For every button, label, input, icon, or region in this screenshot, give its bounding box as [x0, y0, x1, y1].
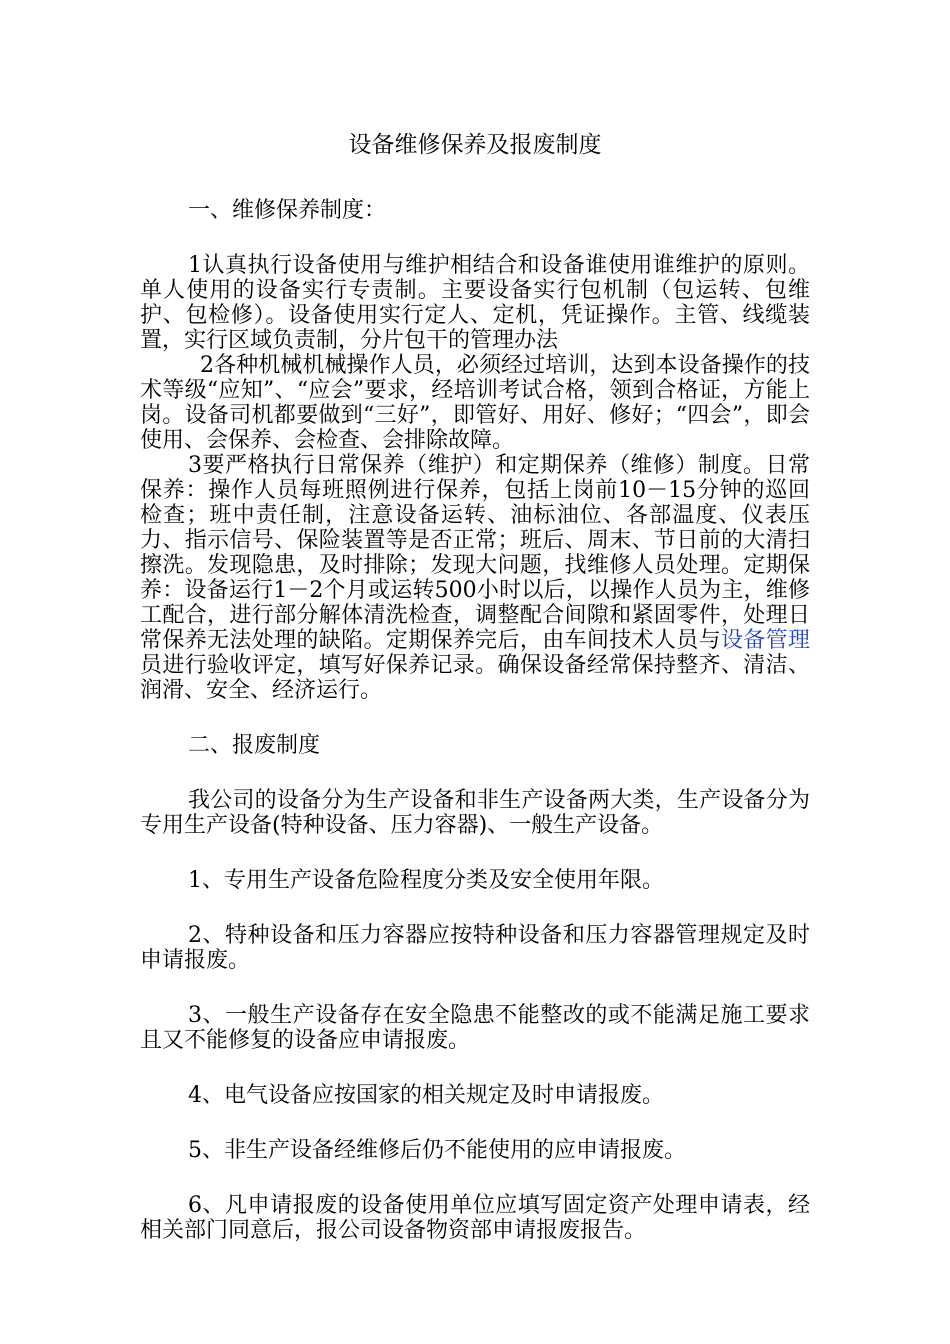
scrapping-item-5: 5、非生产设备经维修后仍不能使用的应申请报废。	[188, 1138, 686, 1163]
scrapping-item-4: 4、电气设备应按国家的相关规定及时申请报废。	[188, 1083, 664, 1108]
document-body	[140, 130, 810, 1273]
scrapping-intro: 我公司的设备分为生产设备和非生产设备两大类，生产设备分为专用生产设备(特种设备、压力容器)、一般生产设备。	[140, 788, 810, 838]
section-heading-scrapping: 二、报废制度	[188, 733, 321, 758]
equipment-management-link[interactable]: 设备管理	[720, 628, 810, 653]
maintenance-paragraph-1: 1认真执行设备使用与维护相结合和设备谁使用谁维护的原则。单人使用的设备实行专责制。主要设备实行包机制（包运转、包维护、包检修）。设备使用实行定人、定机，凭证操作。主管、线缆装置，实行区域负责制，分片包干的管理办法	[140, 253, 810, 353]
scrapping-item-6: 6、凡申请报废的设备使用单位应填写固定资产处理申请表，经相关部门同意后，报公司设备物资部申请报废报告。	[140, 1193, 810, 1243]
scrapping-item-1: 1、专用生产设备危险程度分类及安全使用年限。	[188, 868, 664, 893]
maintenance-paragraph-2: 2各种机械机械操作人员，必须经过培训，达到本设备操作的技术等级“应知”、“应会”要求，经培训考试合格，领到合格证，方能上岗。设备司机都要做到“三好”，即管好、用好、修好；“四会”，即会使用、会保养、会检查、会排除故障。	[140, 353, 810, 453]
section-heading-maintenance: 一、维修保养制度：	[188, 198, 387, 223]
maintenance-paragraph-3-text-b: 员进行验收评定，填写好保养记录。确保设备经常保持整齐、清洁、润滑、安全、经济运行。	[140, 653, 810, 703]
scrapping-item-3: 3、一般生产设备存在安全隐患不能整改的或不能满足施工要求且又不能修复的设备应申请报废。	[140, 1003, 810, 1053]
maintenance-paragraph-3-text-a: 3要严格执行日常保养（维护）和定期保养（维修）制度。日常保养：操作人员每班照例进行保养，包括上岗前10－15分钟的巡回检查；班中责任制，注意设备运转、油标油位、各部温度、仪表压力、指示信号、保险装置等是否正常；班后、周末、节日前的大清扫擦洗。发现隐患，及时排除；发现大问题，找维修人员处理。定期保养：设备运行1－2个月或运转500小时以后，以操作人员为主，维修工配合，进行部分解体清洗检查，调整配合间隙和紧固零件，处理日常保养无法处理的缺陷。定期保养完后，由车间技术人员与	[140, 453, 810, 653]
scrapping-item-2: 2、特种设备和压力容器应按特种设备和压力容器管理规定及时申请报废。	[140, 923, 810, 973]
document-title: 设备维修保养及报废制度	[348, 132, 602, 158]
maintenance-paragraph-3	[140, 453, 810, 703]
